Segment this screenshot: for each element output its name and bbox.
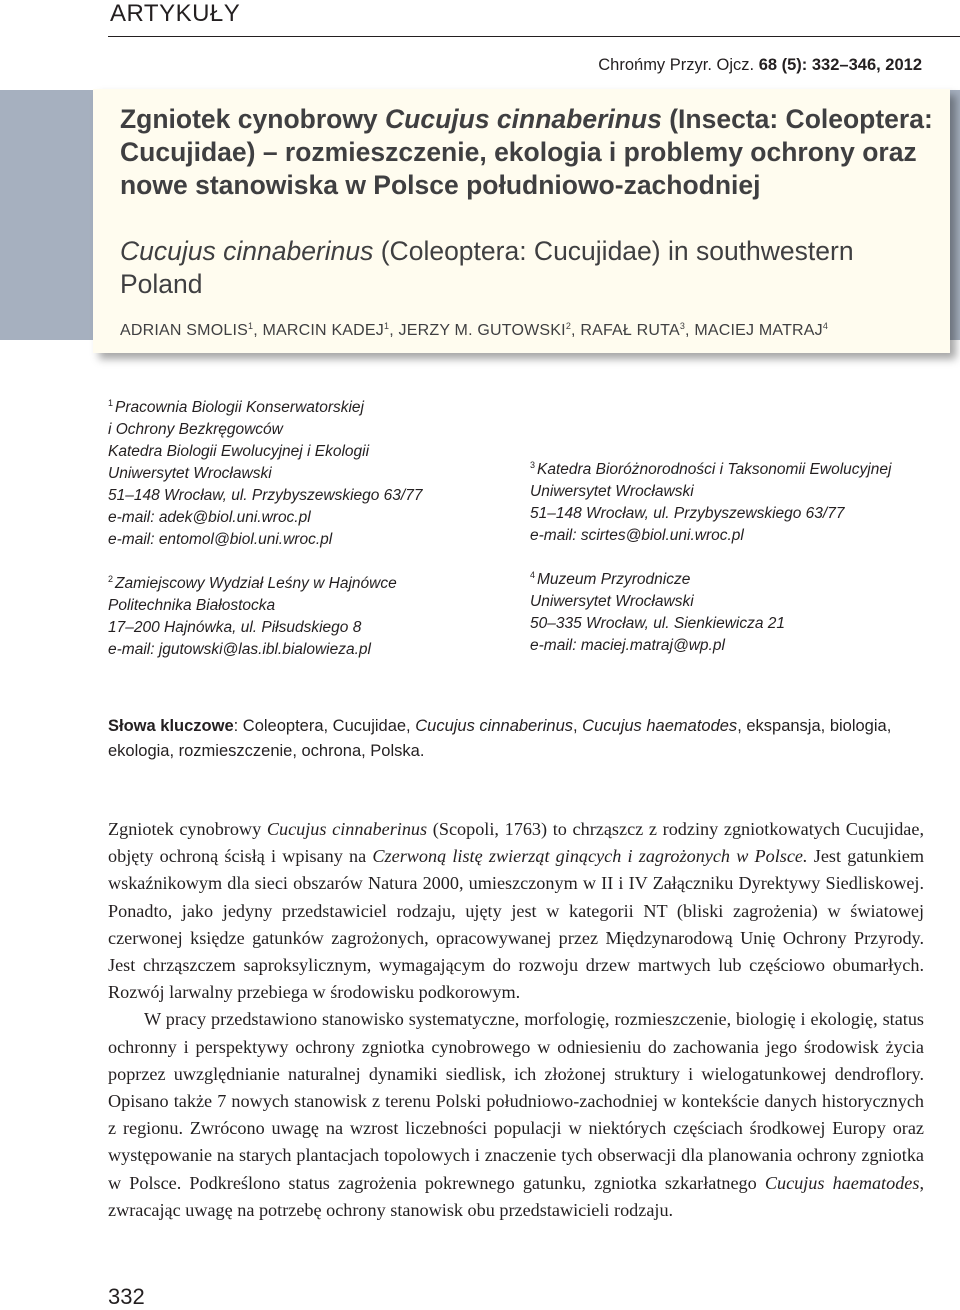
abstract-text: (Scopoli, 1763) to chrząszcz z rodziny zgniotkowatych Cucujidae, objęty ochroną ścisłą i wpisany na <box>108 819 924 867</box>
affiliation-line: 51–148 Wrocław, ul. Przybyszewskiego 63/77 <box>530 505 845 522</box>
citation-journal: Chrońmy Przyr. Ojcz. <box>598 56 755 74</box>
affiliation-4 <box>530 564 785 657</box>
abstract-text: Zgniotek cynobrowy <box>108 819 267 839</box>
title-box <box>93 89 950 353</box>
affiliation-email: e-mail: jgutowski@las.ibl.bialowieza.pl <box>108 641 371 658</box>
title-pl-after: (Insecta: Coleoptera: Cucujidae) – rozmieszczenie, ekologia i problemy ochrony oraz nowe stanowiska w Polsce południowo-zachodniej <box>120 104 933 200</box>
keywords-text: , <box>573 717 583 735</box>
affiliation-line: Uniwersytet Wrocławski <box>530 483 694 500</box>
affiliation-2 <box>108 568 397 661</box>
affiliation-line: 50–335 Wrocław, ul. Sienkiewicza 21 <box>530 615 786 632</box>
affiliation-1 <box>108 392 422 551</box>
affiliation-line: Katedra Bioróżnorodności i Taksonomii Ewolucyjnej <box>537 461 892 478</box>
author-list: ADRIAN SMOLIS$^1$, MARCIN KADEJ$^1$, JERZY M. GUTOWSKI$^2$, RAFAŁ RUTA$^3$, MACIEJ MATRAJ$^4$ <box>120 321 829 339</box>
affiliation-line: Muzeum Przyrodnicze <box>537 571 691 588</box>
author-name: ADRIAN SMOLIS <box>120 322 248 339</box>
author-name: MACIEJ MATRAJ <box>694 322 823 339</box>
page-number: 332 <box>108 1284 145 1309</box>
affiliation-line: i Ochrony Bezkręgowców <box>108 421 283 438</box>
keywords-text: : Coleoptera, Cucujidae, <box>233 717 416 735</box>
affiliation-line: Katedra Biologii Ewolucyjnej i Ekologii <box>108 443 370 460</box>
affiliation-email: e-mail: entomol@biol.uni.wroc.pl <box>108 531 333 548</box>
keywords-species: Cucujus cinnaberinus <box>415 717 573 735</box>
author-name: RAFAŁ RUTA <box>580 322 680 339</box>
abstract-paragraph <box>108 816 924 1006</box>
affiliation-number: 2 <box>108 574 114 584</box>
title-en-after: (Coleoptera: Cucujidae) in southwestern Poland <box>120 236 854 299</box>
header-rule <box>108 36 960 37</box>
abstract-species: Cucujus haematodes <box>764 1172 920 1193</box>
affiliation-line: Uniwersytet Wrocławski <box>108 465 272 482</box>
affiliation-3 <box>530 454 891 547</box>
author-name: MARCIN KADEJ <box>262 322 385 339</box>
author-affiliation-number: 3 <box>679 321 686 331</box>
affiliation-line: 17–200 Hajnówka, ul. Piłsudskiego 8 <box>108 619 362 636</box>
affiliation-email: e-mail: maciej.matraj@wp.pl <box>530 637 725 654</box>
affiliation-number: 3 <box>530 460 536 470</box>
abstract-italic: Czerwoną listę zwierząt ginących i zagrożonych w Polsce. <box>372 846 808 867</box>
title-en-species: Cucujus cinnaberinus <box>120 236 374 266</box>
abstract-species: Cucujus cinnaberinus <box>266 819 428 839</box>
title-pl-species: Cucujus cinnaberinus <box>385 104 662 134</box>
affiliation-number: 1 <box>108 398 114 408</box>
journal-citation <box>598 56 922 75</box>
citation-volume: 68 (5): 332–346, 2012 <box>758 56 922 74</box>
abstract <box>108 816 924 1224</box>
title-polish <box>120 103 940 202</box>
title-english <box>120 235 940 301</box>
author-name: JERZY M. GUTOWSKI <box>398 322 566 339</box>
abstract-paragraph <box>108 1006 924 1224</box>
title-pl-before: Zgniotek cynobrowy <box>120 104 386 134</box>
affiliation-number: 4 <box>530 570 536 580</box>
keywords-text: , ekspansja, biologia, ekologia, rozmieszczenie, ochrona, Polska. <box>108 717 892 760</box>
affiliation-line: Politechnika Białostocka <box>108 597 276 614</box>
affiliation-line: Zamiejscowy Wydział Leśny w Hajnówce <box>115 575 397 592</box>
keywords-label: Słowa kluczowe <box>108 717 234 735</box>
affiliation-email: e-mail: scirtes@biol.uni.wroc.pl <box>530 527 744 544</box>
keywords-species: Cucujus haematodes <box>582 717 738 735</box>
abstract-text: , zwracając uwagę na potrzebę ochrony stanowisk obu przedstawicieli rodzaju. <box>108 1172 924 1220</box>
section-label: ARTYKUŁY <box>110 0 241 27</box>
author-affiliation-number: 2 <box>565 321 572 331</box>
abstract-text: Jest gatunkiem wskaźnikowym dla sieci obszarów Natura 2000, umieszczonym w II i IV Załączniku Dyrektywy Siedliskowej. Ponadto, jako jedyny przedstawiciel rodzaju, ujęty jest w kategorii NT (bliski zagrożenia) w światowej czerwonej księdze gatunków zagrożonych, opracowywanej przez Międzynarodową Unię Ochrony Przyrody. Jest chrząszczem saproksylicznym, wymagającym do rozwoju drzew martwych lub częściowo obumarłych. Rozwój larwalny przebiega w środowisku podkorowym. <box>108 846 924 1003</box>
abstract-text: W pracy przedstawiono stanowisko systematyczne, morfologię, rozmieszczenie, biologię i ekologię, status ochronny i perspektywy ochrony zgniotka cynobrowego w odniesieniu do zachowania jego środowisk życia poprzez uwzględnianie naturalnej dynamiki siedlisk, ich złożonej struktury i wielogatunkowej dendroflory. Opisano także 7 nowych stanowisk z terenu Polski południowo-zachodniej w kontekście danych historycznych z regionu. Zwrócono uwagę na wzrost liczebności populacji w niektórych częściach środkowej Europy oraz występowanie na starych plantacjach topolowych i znaczenie tych obserwacji dla planowania ochrony zgniotka w Polsce. Podkreślono status zagrożenia pokrewnego gatunku, zgniotka szkarłatnego <box>108 1009 924 1193</box>
author-affiliation-number: 4 <box>822 321 829 331</box>
affiliation-email: e-mail: adek@biol.uni.wroc.pl <box>108 509 311 526</box>
affiliation-line: Uniwersytet Wrocławski <box>530 593 694 610</box>
author-affiliation-number: 1 <box>247 321 254 331</box>
keywords <box>108 714 918 764</box>
author-affiliation-number: 1 <box>384 321 390 331</box>
affiliation-line: 51–148 Wrocław, ul. Przybyszewskiego 63/77 <box>108 487 423 504</box>
affiliation-line: Pracownia Biologii Konserwatorskiej <box>115 399 364 416</box>
